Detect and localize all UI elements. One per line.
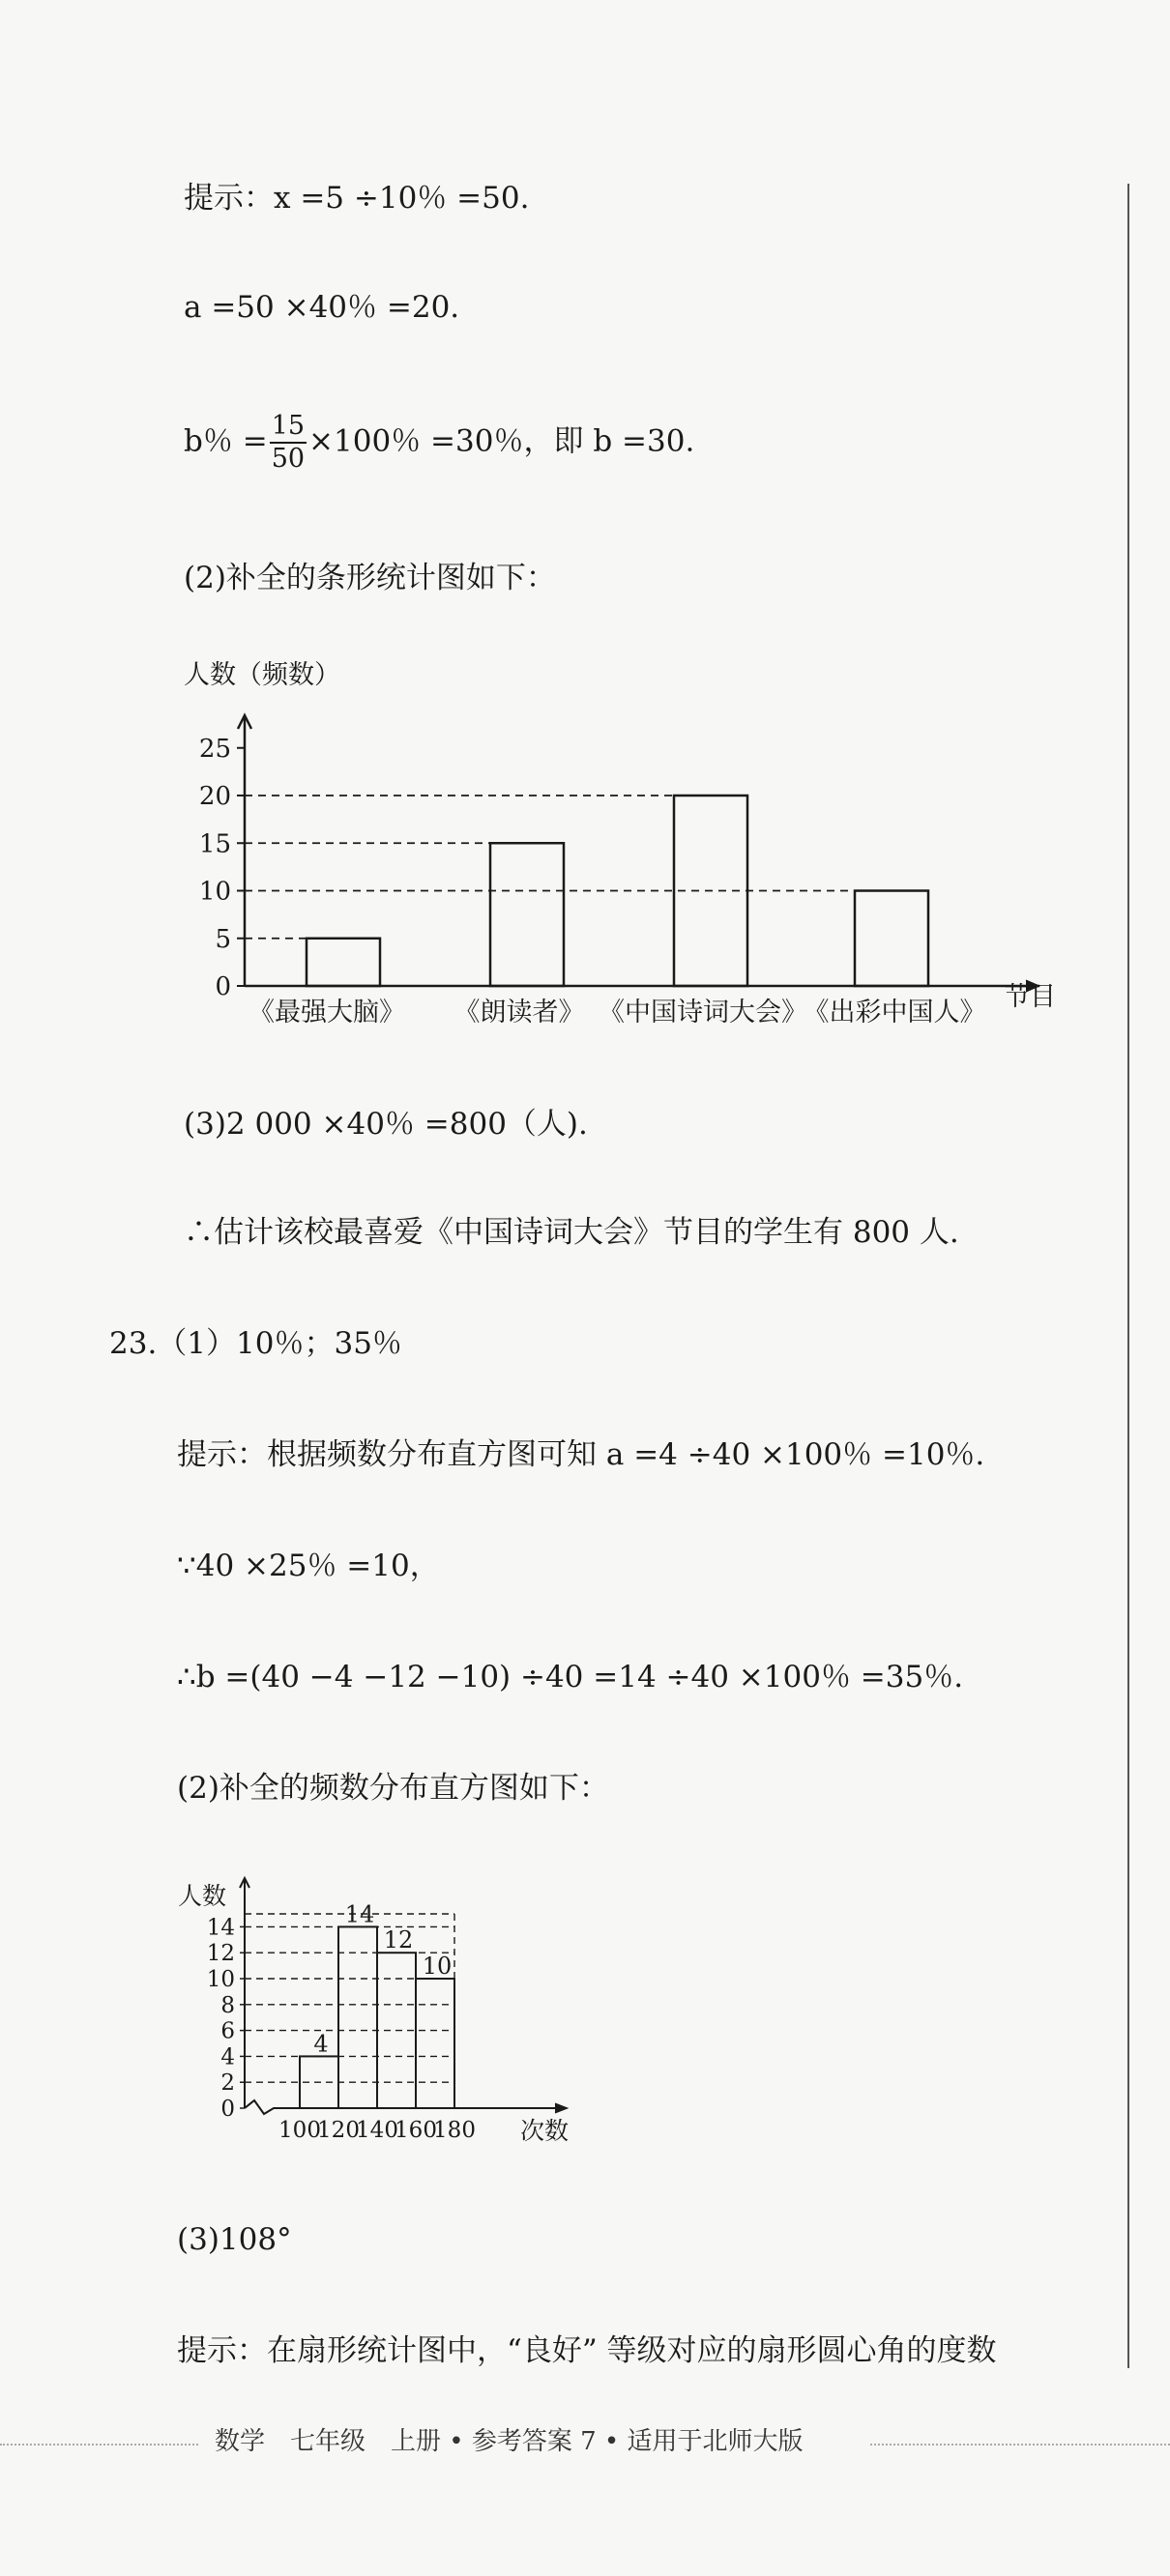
q23-because: ∵40 ×25％ =10， — [177, 1548, 440, 1583]
x-tick-label: 140 — [356, 2118, 398, 2143]
footer-rule-right — [870, 2444, 1170, 2446]
y-tick-label: 6 — [220, 2018, 235, 2044]
category-label: 《出彩中国人》 — [803, 998, 986, 1028]
eq-b — [184, 411, 694, 475]
y-tick-label: 25 — [198, 734, 231, 764]
y-tick-label: 5 — [215, 924, 231, 954]
part3-calc: (3)2 000 ×40％ =800（人). — [184, 1107, 588, 1142]
histogram-bar-2 — [338, 1926, 377, 2108]
q23-part3: (3)108° — [177, 2222, 292, 2257]
q23-part2-intro: (2)补全的频数分布直方图如下： — [177, 1771, 609, 1806]
y-tick-label: 2 — [220, 2070, 235, 2097]
category-label: 《中国诗词大会》 — [599, 998, 807, 1028]
part2-intro: (2)补全的条形统计图如下： — [184, 561, 556, 595]
x-tick-label: 100 — [278, 2118, 321, 2143]
y-tick-label: 4 — [220, 2044, 235, 2070]
page-footer: 数学 七年级 上册 • 参考答案 7 • 适用于北师大版 — [215, 2427, 804, 2456]
x-axis-title: 节目 — [1004, 982, 1056, 1012]
y-tick-label: 12 — [206, 1941, 235, 1967]
data-label: 14 — [344, 1900, 375, 1928]
y-tick-label: 15 — [198, 829, 231, 859]
fraction-denominator: 50 — [271, 444, 306, 474]
x-axis — [245, 2100, 566, 2114]
fraction-numerator: 15 — [270, 411, 307, 444]
data-label: 4 — [313, 2030, 329, 2058]
bar-chart — [0, 657, 1170, 1112]
y-tick-label: 20 — [198, 782, 231, 811]
footer-rule-left — [0, 2444, 198, 2446]
bar-4 — [855, 891, 928, 987]
q23-answer: 23.（1）10％；35％ — [109, 1326, 402, 1361]
data-label: 10 — [422, 1953, 453, 1980]
bar-2 — [490, 843, 564, 986]
right-margin-rule — [1127, 184, 1129, 2368]
x-axis-arrow — [555, 2103, 568, 2113]
y-tick-label: 0 — [220, 2097, 235, 2122]
x-axis-title: 次数 — [520, 2117, 570, 2145]
data-label: 12 — [383, 1926, 414, 1954]
q23-therefore: ∴b =(40 −4 −12 −10) ÷40 =14 ÷40 ×100％ =35％. — [177, 1660, 964, 1694]
bar-1 — [307, 939, 380, 986]
y-tick-label: 10 — [198, 877, 231, 907]
category-label: 《朗读者》 — [453, 998, 585, 1028]
x-tick-label: 120 — [317, 2118, 360, 2143]
histogram-bar-4 — [416, 1979, 454, 2108]
y-axis-title: 人数（频数） — [184, 660, 340, 690]
x-tick-label: 180 — [433, 2118, 476, 2143]
y-tick-label: 0 — [215, 972, 231, 1001]
fraction — [270, 411, 307, 475]
part3-conclusion: ∴估计该校最喜爱《中国诗词大会》节目的学生有 800 人. — [184, 1215, 959, 1250]
q23-hint: 提示：根据频数分布直方图可知 a =4 ÷40 ×100％ =10％. — [177, 1437, 985, 1472]
x-tick-label: 160 — [395, 2118, 437, 2143]
eq-a: a =50 ×40％ =20. — [184, 290, 460, 325]
histogram-chart — [155, 1870, 832, 2151]
y-tick-label: 14 — [206, 1915, 235, 1941]
hint-x: 提示：x =5 ÷10％ =50. — [184, 181, 530, 216]
y-axis-title: 人数 — [178, 1882, 227, 1910]
y-tick-label: 10 — [206, 1967, 235, 1992]
y-tick-label: 8 — [220, 1992, 235, 2018]
eq-b-pre: b％ = — [184, 423, 268, 459]
eq-b-post: ×100％ =30％，即 b =30. — [308, 423, 695, 459]
q23-part3-hint: 提示：在扇形统计图中，“良好” 等级对应的扇形圆心角的度数 — [177, 2333, 997, 2368]
category-label: 《最强大脑》 — [249, 998, 405, 1028]
